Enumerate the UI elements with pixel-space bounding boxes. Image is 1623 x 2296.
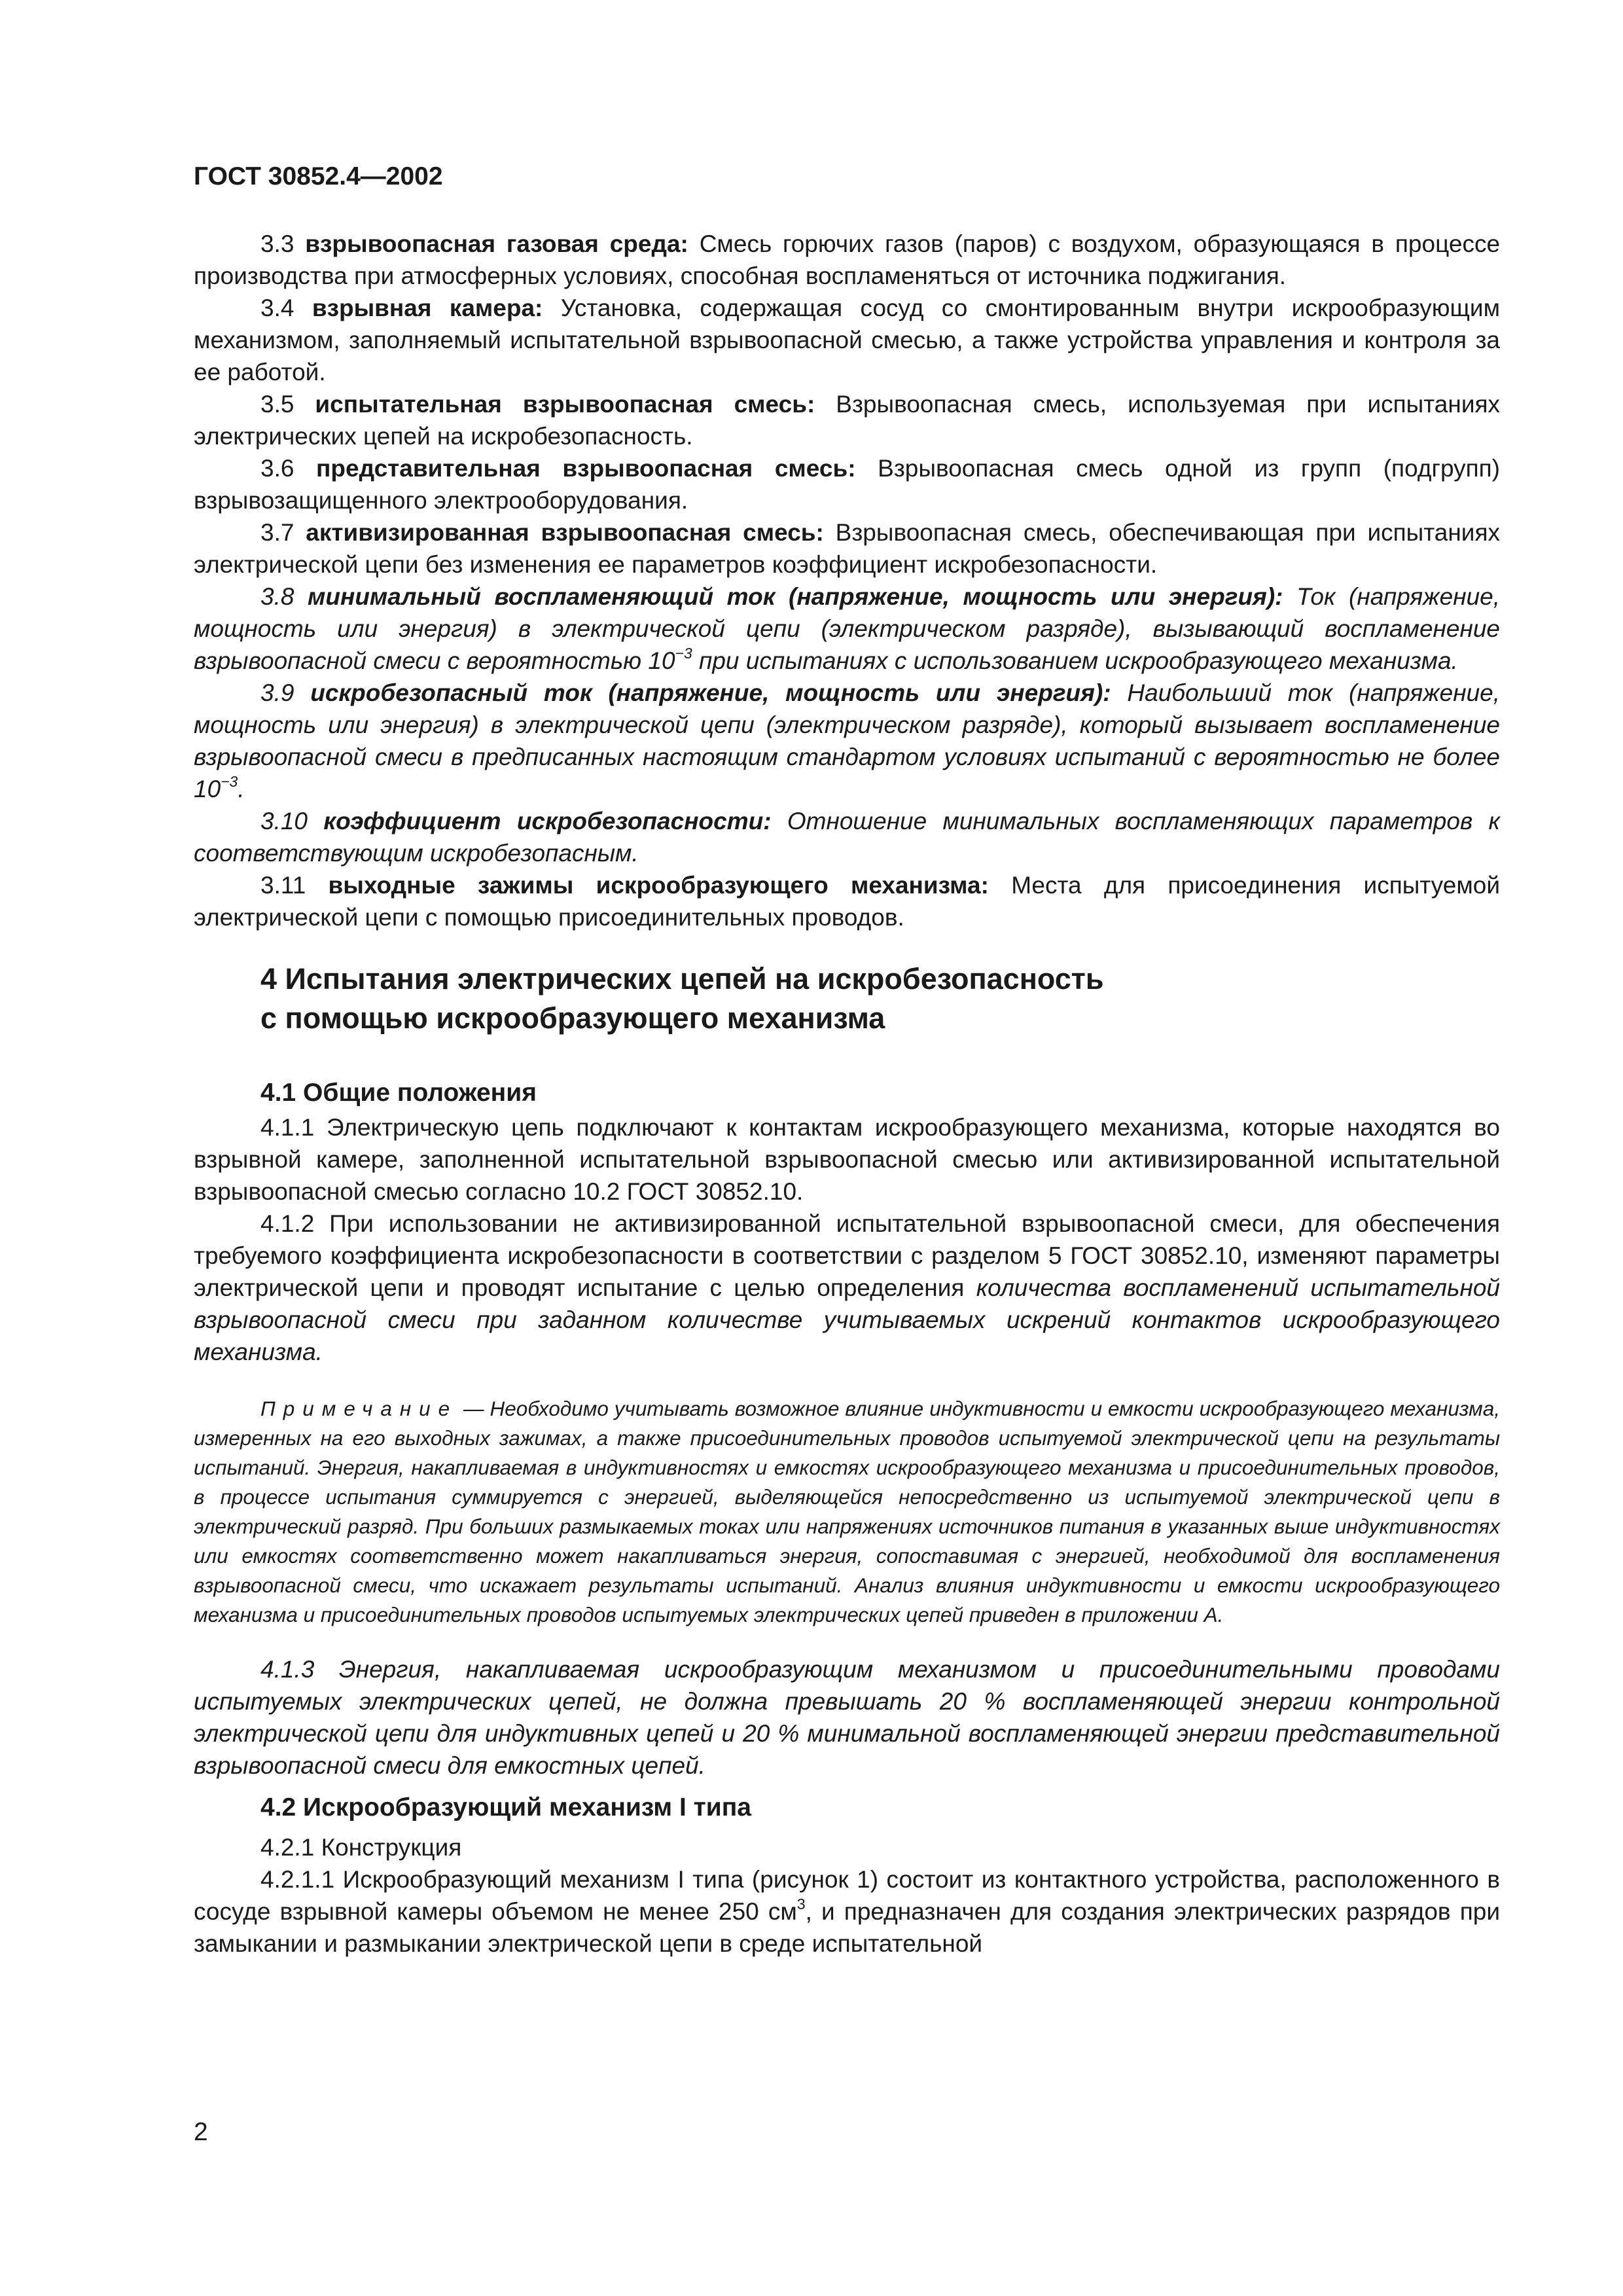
- definition-3-3: 3.3 взрывоопасная газовая среда: Смесь горючих газов (паров) с воздухом, образующаяся в процессе производства при атмосферных условиях, способная воспламеняться от источника поджигания.: [194, 230, 1501, 289]
- term: коэффициент искробезопасности:: [323, 808, 772, 834]
- term: испытательная взрывоопасная смесь:: [315, 391, 815, 418]
- definition-3-11: 3.11 выходные зажимы искрообразующего механизма: Места для присоединения испытуемой электрической цепи с помощью присоединительных проводов.: [194, 872, 1501, 931]
- paragraph-4-1-2: 4.1.2 При использовании не активизированной испытательной взрывоопасной смеси, для обеспечения требуемого коэффициента искробезопасности в соответствии с разделом 5 ГОСТ 30852.10, изменяют параметры электрической цепи и проводят испытание с целью определения количества воспламенений испытательной взрывоопасной смеси при заданном количестве учитываемых искрений контактов искрообразующего механизма.: [194, 1210, 1500, 1365]
- term: представительная взрывоопасная смесь:: [316, 455, 856, 482]
- paragraph-4-2-1-1: 4.2.1.1 Искрообразующий механизм I типа (рисунок 1) состоит из контактного устройства, расположенного в сосуде взрывной камеры объемом не менее 250 $см^3$, и предназначен для создания электрических разрядов при замыкании и размыкании электрической цепи в среде испытательной: [194, 1866, 1500, 1957]
- section-4-1-heading: 4.1 Общие положения: [260, 1079, 537, 1107]
- definition-3-8: 3.8 минимальный воспламеняющий ток (напряжение, мощность или энергия): Ток (напряжение, мощность или энергия) в электрической цепи (электрическом разряде), вызывающий воспламенение взрывоопасной смеси с вероятностью $10^{-3}$ при испытаниях с использованием искрообразующего механизма.: [194, 583, 1501, 674]
- section-4-heading: 4 Испытания электрических цепей на искробезопасность с помощью искрообразующего механизма: [260, 962, 1104, 1035]
- definition-3-7: 3.7 активизированная взрывоопасная смесь: Взрывоопасная смесь, обеспечивающая при испытаниях электрической цепи без изменения ее параметров коэффициент искробезопасности.: [194, 519, 1501, 578]
- definition-3-5: 3.5 испытательная взрывоопасная смесь: Взрывоопасная смесь, используемая при испытаниях электрических цепей на искробезопасность.: [194, 391, 1501, 450]
- definition-3-4: 3.4 взрывная камера: Установка, содержащая сосуд со смонтированным внутри искрообразующим механизмом, заполняемый испытательной взрывоопасной смесью, а также устройства управления и контроля за ее работой.: [194, 295, 1501, 386]
- term: активизированная взрывоопасная смесь:: [306, 519, 824, 546]
- paragraph-4-2-1: 4.2.1 Конструкция: [260, 1834, 462, 1861]
- note-label: Примечание: [260, 1397, 458, 1420]
- note: Примечание — Необходимо учитывать возможное влияние индуктивности и емкости искрообразующего механизма, измеренных на его выходных зажимах, а также присоединительных проводов испытуемой электрической цепи на результаты испытаний. Энергия, накапливаемая в индуктивностях и емкостях искрообразующего механизма и присоединительных проводов, в процессе испытания суммируется с энергией, выделяющейся непосредственно из испытуемой электрической цепи в электрический разряд. При больших размыкаемых токах или напряжениях источников питания в указанных выше индуктивностях или емкостях соответственно может накапливаться энергия, сопоставимая с энергией, необходимой для воспламенения взрывоопасной смеси, что искажает результаты испытаний. Анализ влияния индуктивности и емкости искрообразующего механизма и присоединительных проводов испытуемых электрических цепей приведен в приложении А.: [194, 1397, 1500, 1626]
- term: минимальный воспламеняющий ток (напряжение, мощность или энергия):: [308, 583, 1283, 610]
- definition-3-6: 3.6 представительная взрывоопасная смесь: Взрывоопасная смесь одной из групп (подгрупп) взрывозащищенного электрооборудования.: [194, 455, 1500, 514]
- term: искробезопасный ток (напряжение, мощность или энергия):: [310, 679, 1111, 706]
- term: взрывная камера:: [312, 295, 543, 321]
- section-4-2-heading: 4.2 Искрообразующий механизм I типа: [260, 1793, 751, 1821]
- document-body: [194, 228, 1500, 1960]
- definition-3-10: 3.10 коэффициент искробезопасности: Отношение минимальных воспламеняющих параметров к соответствующим искробезопасным.: [194, 808, 1501, 867]
- definition-3-9: 3.9 искробезопасный ток (напряжение, мощность или энергия): Наибольший ток (напряжение, мощность или энергия) в электрической цепи (электрическом разряде), который вызывает воспламенение взрывоопасной смеси в предписанных настоящим стандартом условиях испытаний с вероятностью не более $10^{-3}$.: [194, 679, 1501, 802]
- document-code-header: ГОСТ 30852.4—2002: [194, 162, 443, 190]
- paragraph-4-1-3: 4.1.3 Энергия, накапливаемая искрообразующим механизмом и присоединительными проводами испытуемых электрических цепей, не должна превышать 20 % воспламеняющей энергии контрольной электрической цепи для индуктивных цепей и 20 % минимальной воспламеняющей энергии представительной взрывоопасной смеси для емкостных цепей.: [194, 1656, 1500, 1779]
- paragraph-4-1-1: 4.1.1 Электрическую цепь подключают к контактам искрообразующего механизма, которые находятся во взрывной камере, заполненной испытательной взрывоопасной смесью или активизированной испытательной взрывоопасной смесью согласно 10.2 ГОСТ 30852.10.: [194, 1114, 1500, 1205]
- term: выходные зажимы искрообразующего механизма:: [328, 872, 989, 899]
- term: взрывоопасная газовая среда:: [305, 230, 688, 257]
- page-number: 2: [194, 2118, 208, 2146]
